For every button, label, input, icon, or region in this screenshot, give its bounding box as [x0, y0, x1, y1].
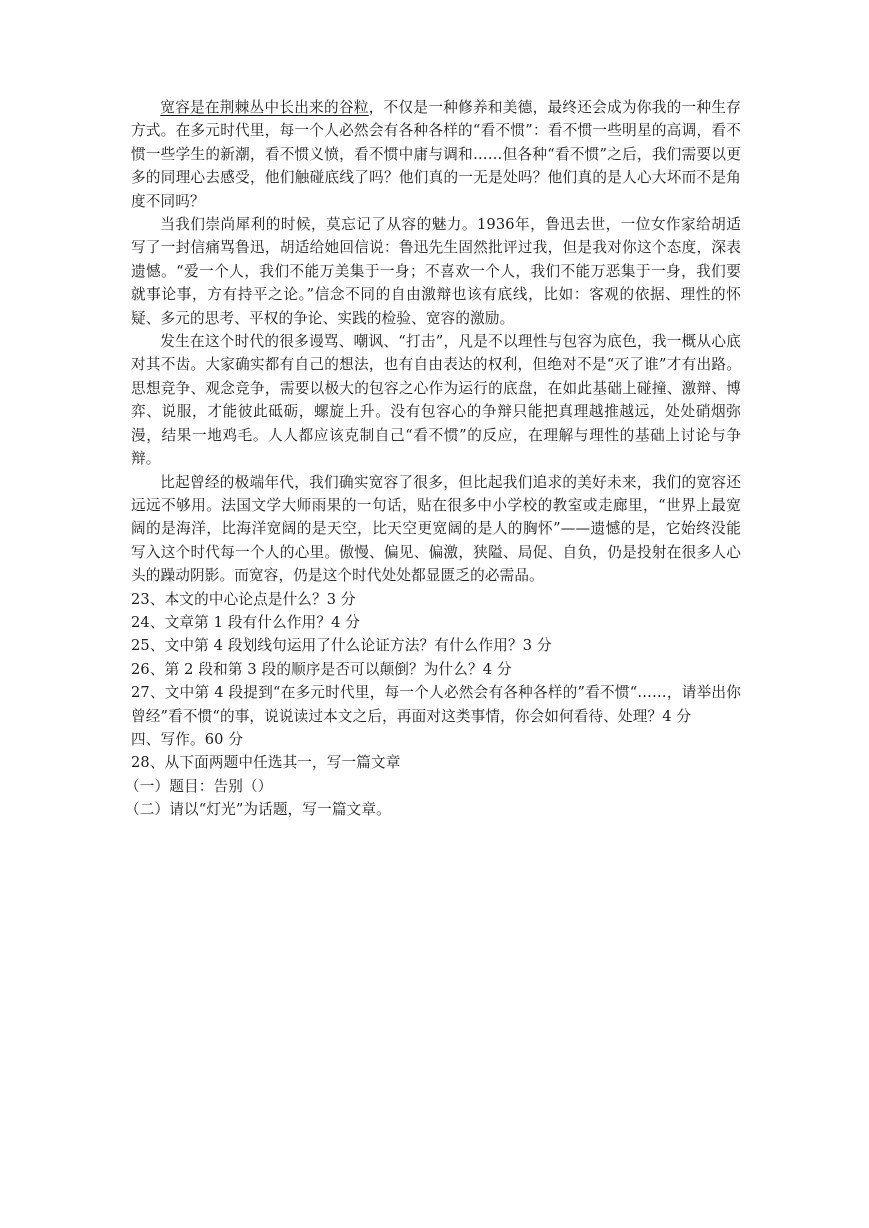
writing-heading: 四、写作。60 分	[131, 730, 244, 748]
underlined-sentence: 宽容是在荆棘丛中长出来的谷粒	[160, 99, 369, 116]
question-23: 23、本文的中心论点是什么？3 分	[131, 590, 356, 608]
document-page	[125, 96, 741, 822]
question-27: 27、文中第 4 段提到“在多元时代里，每一个人必然会有各种各样的”看不惯“……，请举出你曾经”看不惯“的事，说说读过本文之后，再面对这类事情，你会如何看待、处理？4 分	[131, 684, 741, 725]
writing-option-1: （一）题目：告别（）	[125, 777, 273, 795]
question-24: 24、文章第 1 段有什么作用？4 分	[131, 613, 361, 631]
paragraph-1-text: ，不仅是一种修养和美德，最终还会成为你我的一种生存方式。在多元时代里，每一个人必然会有各种各样的“看不惯”：看不惯一些明星的高调，看不惯一些学生的新潮，看不惯义愤，看不惯中庸与调和……但各种“看不惯”之后，我们需要以更多的同理心去感受，他们触碰底线了吗？他们真的一无是处吗？他们真的是人心大坏而不是角度不同吗？	[131, 99, 741, 210]
article-paragraph-3: 发生在这个时代的很多谩骂、嘲讽、“打击”，凡是不以理性与包容为底色，我一概从心底对其不齿。大家确实都有自己的想法，也有自由表达的权利，但绝对不是“灭了谁”才有出路。思想竞争、观念竞争，需要以极大的包容之心作为运行的底盘，在如此基础上碰撞、激辩、博弈、说服，才能彼此砥砺，螺旋上升。没有包容心的争辩只能把真理越推越远，处处硝烟弥漫，结果一地鸡毛。人人都应该克制自己“看不惯”的反应，在理解与理性的基础上讨论与争辩。	[131, 333, 741, 468]
article-paragraph-1	[131, 96, 741, 213]
article-paragraph-4: 比起曾经的极端年代，我们确实宽容了很多，但比起我们追求的美好未来，我们的宽容还远远不够用。法国文学大师雨果的一句话，贴在很多中小学校的教室或走廊里，“世界上最宽阔的是海洋，比海洋宽阔的是天空，比天空更宽阔的是人的胸怀”——遗憾的是，它始终没能写入这个时代每一个人的心里。傲慢、偏见、偏激，狭隘、局促、自负，仍是投射在很多人心头的躁动阴影。而宽容，仍是这个时代处处都显匮乏的必需品。	[131, 473, 741, 585]
writing-option-2: （二）请以“灯光”为话题，写一篇文章。	[125, 801, 391, 819]
question-26: 26、第 2 段和第 3 段的顺序是否可以颠倒？为什么？4 分	[131, 660, 512, 678]
article-paragraph-2: 当我们崇尚犀利的时候，莫忘记了从容的魅力。1936年，鲁迅去世，一位女作家给胡适写了一封信痛骂鲁迅，胡适给她回信说：鲁迅先生固然批评过我，但是我对你这个态度，深表遗憾。“爱一个人，我们不能万美集于一身；不喜欢一个人，我们不能万恶集于一身，我们要就事论事，方有持平之论。”信念不同的自由激辩也该有底线，比如：客观的依据、理性的怀疑、多元的思考、平权的争论、实践的检验、宽容的激励。	[131, 216, 741, 327]
writing-task: 28、从下面两题中任选其一，写一篇文章	[131, 754, 401, 772]
question-25: 25、文中第 4 段划线句运用了什么论证方法？有什么作用？3 分	[131, 637, 552, 655]
